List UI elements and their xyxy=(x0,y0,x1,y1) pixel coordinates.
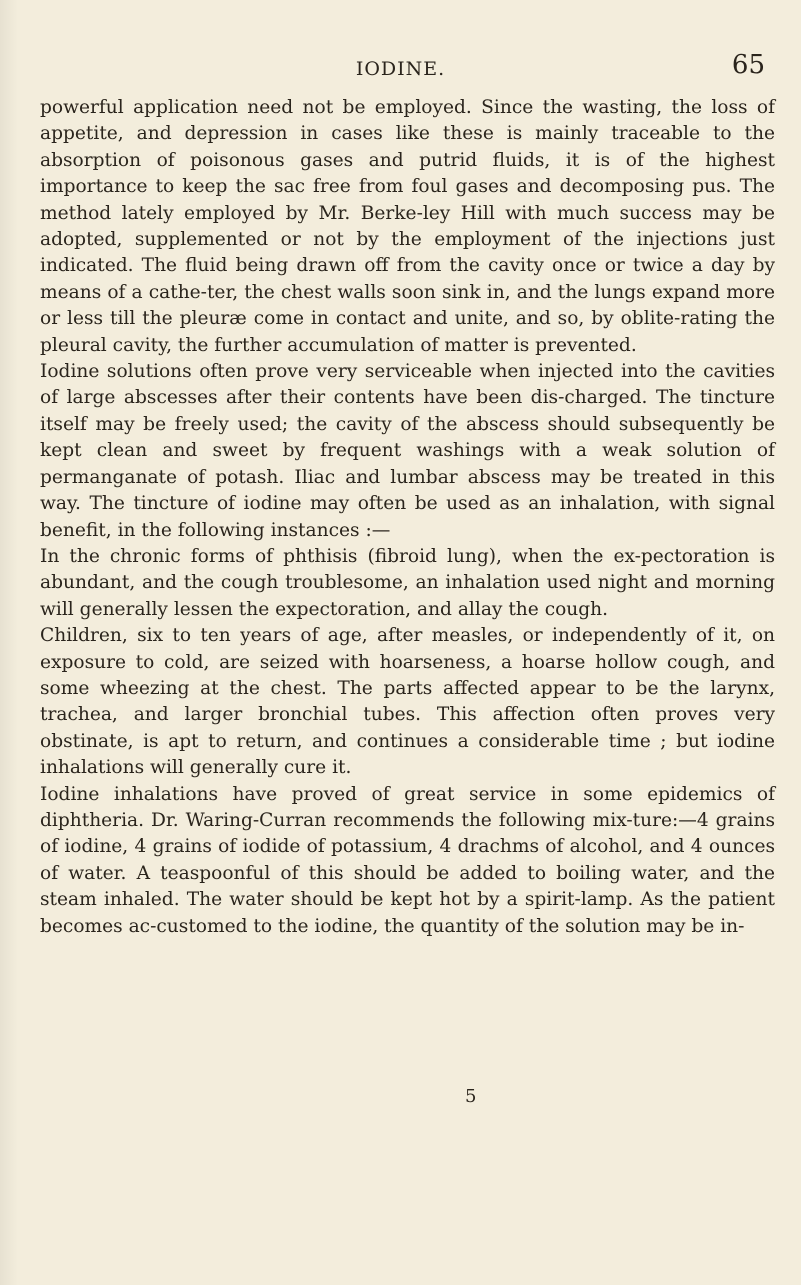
paragraph: powerful application need not be employed. Since the wasting, the loss of appetite, and depression in cases like these is mainly traceable to the absorption of poisonous gases and putrid fluids, it is of the highest importance to keep the sac free from foul gases and decomposing pus. The method lately employed by Mr. Berke-ley Hill with much success may be adopted, supplemented or not by the employment of the injections just indicated. The fluid being drawn off from the cavity once or twice a day by means of a cathe-ter, the chest walls soon sink in, and the lungs expand more or less till the pleuræ come in contact and unite, and so, by oblite-rating the pleural cavity, the further accumulation of matter is prevented. xyxy=(40,97,775,356)
paragraph: Iodine inhalations have proved of great service in some epidemics of diphtheria. Dr. Waring-Curran recommends the following mix-ture:—4 grains of iodine, 4 grains of iodide of potassium, 4 drachms of alcohol, and 4 ounces of water. A teaspoonful of this should be added to boiling water, and the steam inhaled. The water should be kept hot by a spirit-lamp. As the patient becomes ac-customed to the iodine, the quantity of the solution may be in- xyxy=(40,783,775,937)
body-text xyxy=(40,95,775,940)
running-head: IODINE. xyxy=(355,58,446,80)
signature-mark: 5 xyxy=(465,1086,477,1107)
paragraph: In the chronic forms of phthisis (fibroid lung), when the ex-pectoration is abundant, and the cough troublesome, an inhalation used night and morning will generally lessen the expectoration, and allay the cough. xyxy=(40,545,775,620)
page-header xyxy=(0,50,801,90)
page-number: 65 xyxy=(731,50,765,80)
paragraph: Iodine solutions often prove very serviceable when injected into the cavities of large abscesses after their contents have been dis-charged. The tincture itself may be freely used; the cavity of the abscess should subsequently be kept clean and sweet by frequent washings with a weak solution of permanganate of potash. Iliac and lumbar abscess may be treated in this way. The tincture of iodine may often be used as an inhalation, with signal benefit, in the following instances :— xyxy=(40,361,775,541)
paragraph: Children, six to ten years of age, after measles, or independently of it, on exposure to cold, are seized with hoarseness, a hoarse hollow cough, and some wheezing at the chest. The parts affected appear to be the larynx, trachea, and larger bronchial tubes. This affection often proves very obstinate, is apt to return, and continues a considerable time ; but iodine inhalations will generally cure it. xyxy=(40,625,775,779)
